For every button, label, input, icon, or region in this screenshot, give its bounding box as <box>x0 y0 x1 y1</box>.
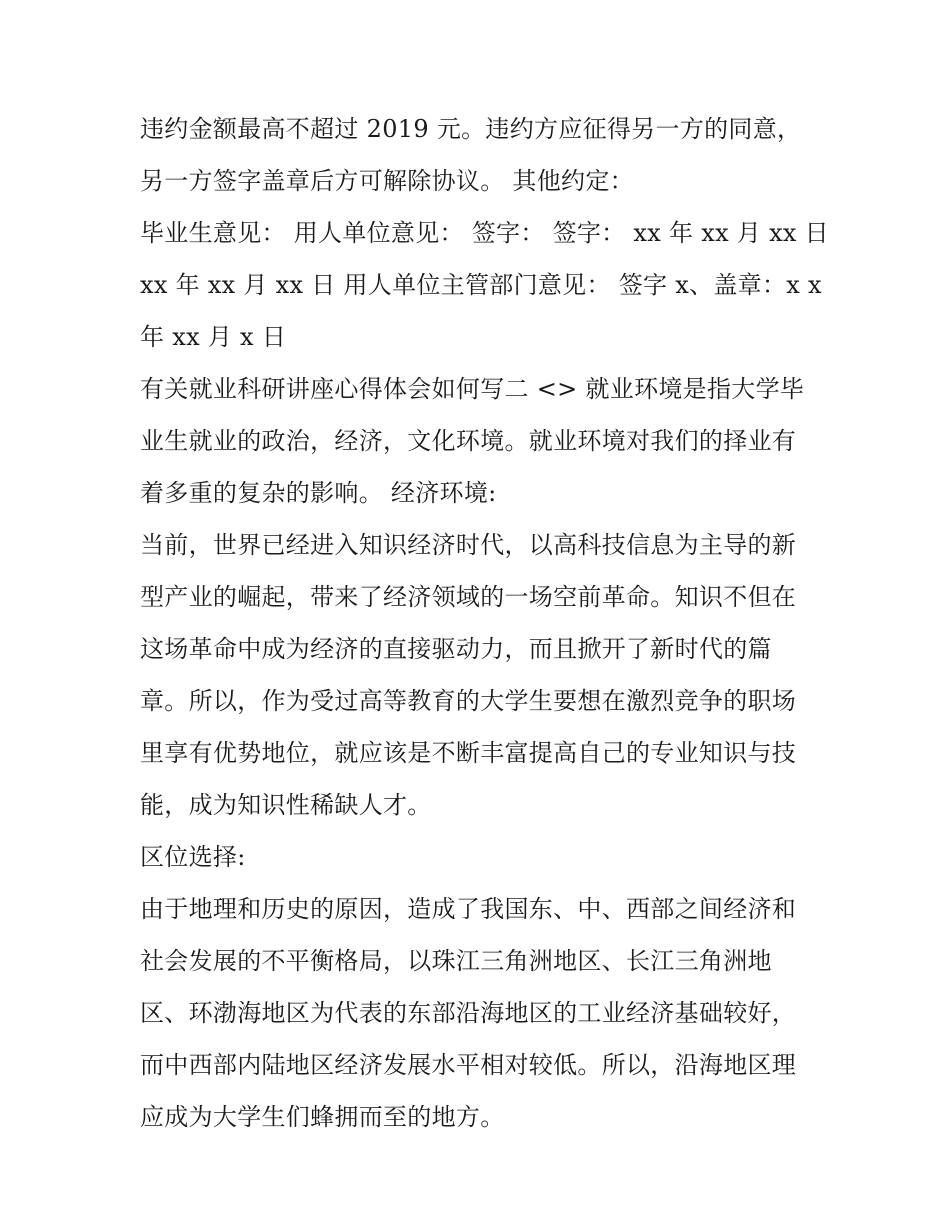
text-line: 这场革命中成为经济的直接驱动力，而且掀开了新时代的篇 <box>140 635 772 663</box>
text-line: 当前，世界已经进入知识经济时代，以高科技信息为主导的新 <box>140 531 797 559</box>
text-line: 另一方签字盖章后方可解除协议。 其他约定： <box>140 167 634 195</box>
text-line: 有关就业科研讲座心得体会如何写二 <> 就业环境是指大学毕 <box>140 375 805 403</box>
text-line: 区位选择: <box>140 843 246 871</box>
text-line: 年 xx 月 x 日 <box>140 323 287 351</box>
text-line: 社会发展的不平衡格局，以珠江三角洲地区、长江三角洲地 <box>140 947 772 975</box>
text-line: xx 年 xx 月 xx 日 用人单位主管部门意见： 签字 x、盖章：x x <box>140 271 822 299</box>
text-line: 章。所以，作为受过高等教育的大学生要想在激烈竞争的职场 <box>140 687 797 715</box>
text-line: 毕业生意见： 用人单位意见： 签字： 签字： xx 年 xx 月 xx 日 <box>140 219 829 247</box>
text-line: 由于地理和历史的原因，造成了我国东、中、西部之间经济和 <box>140 895 797 923</box>
text-line: 而中西部内陆地区经济发展水平相对较低。所以，沿海地区理 <box>140 1051 797 1079</box>
text-line: 违约金额最高不超过 2019 元。违约方应征得另一方的同意， <box>140 115 802 143</box>
text-line: 应成为大学生们蜂拥而至的地方。 <box>140 1103 505 1131</box>
text-line: 能，成为知识性稀缺人才。 <box>140 791 432 819</box>
text-line: 区、环渤海地区为代表的东部沿海地区的工业经济基础较好， <box>140 999 797 1027</box>
text-line: 业生就业的政治，经济，文化环境。就业环境对我们的择业有 <box>140 427 797 455</box>
text-line: 里享有优势地位，就应该是不断丰富提高自己的专业知识与技 <box>140 739 797 767</box>
text-line: 型产业的崛起，带来了经济领域的一场空前革命。知识不但在 <box>140 583 797 611</box>
document-body <box>140 103 829 1143</box>
text-line: 着多重的复杂的影响。 经济环境: <box>140 479 497 507</box>
